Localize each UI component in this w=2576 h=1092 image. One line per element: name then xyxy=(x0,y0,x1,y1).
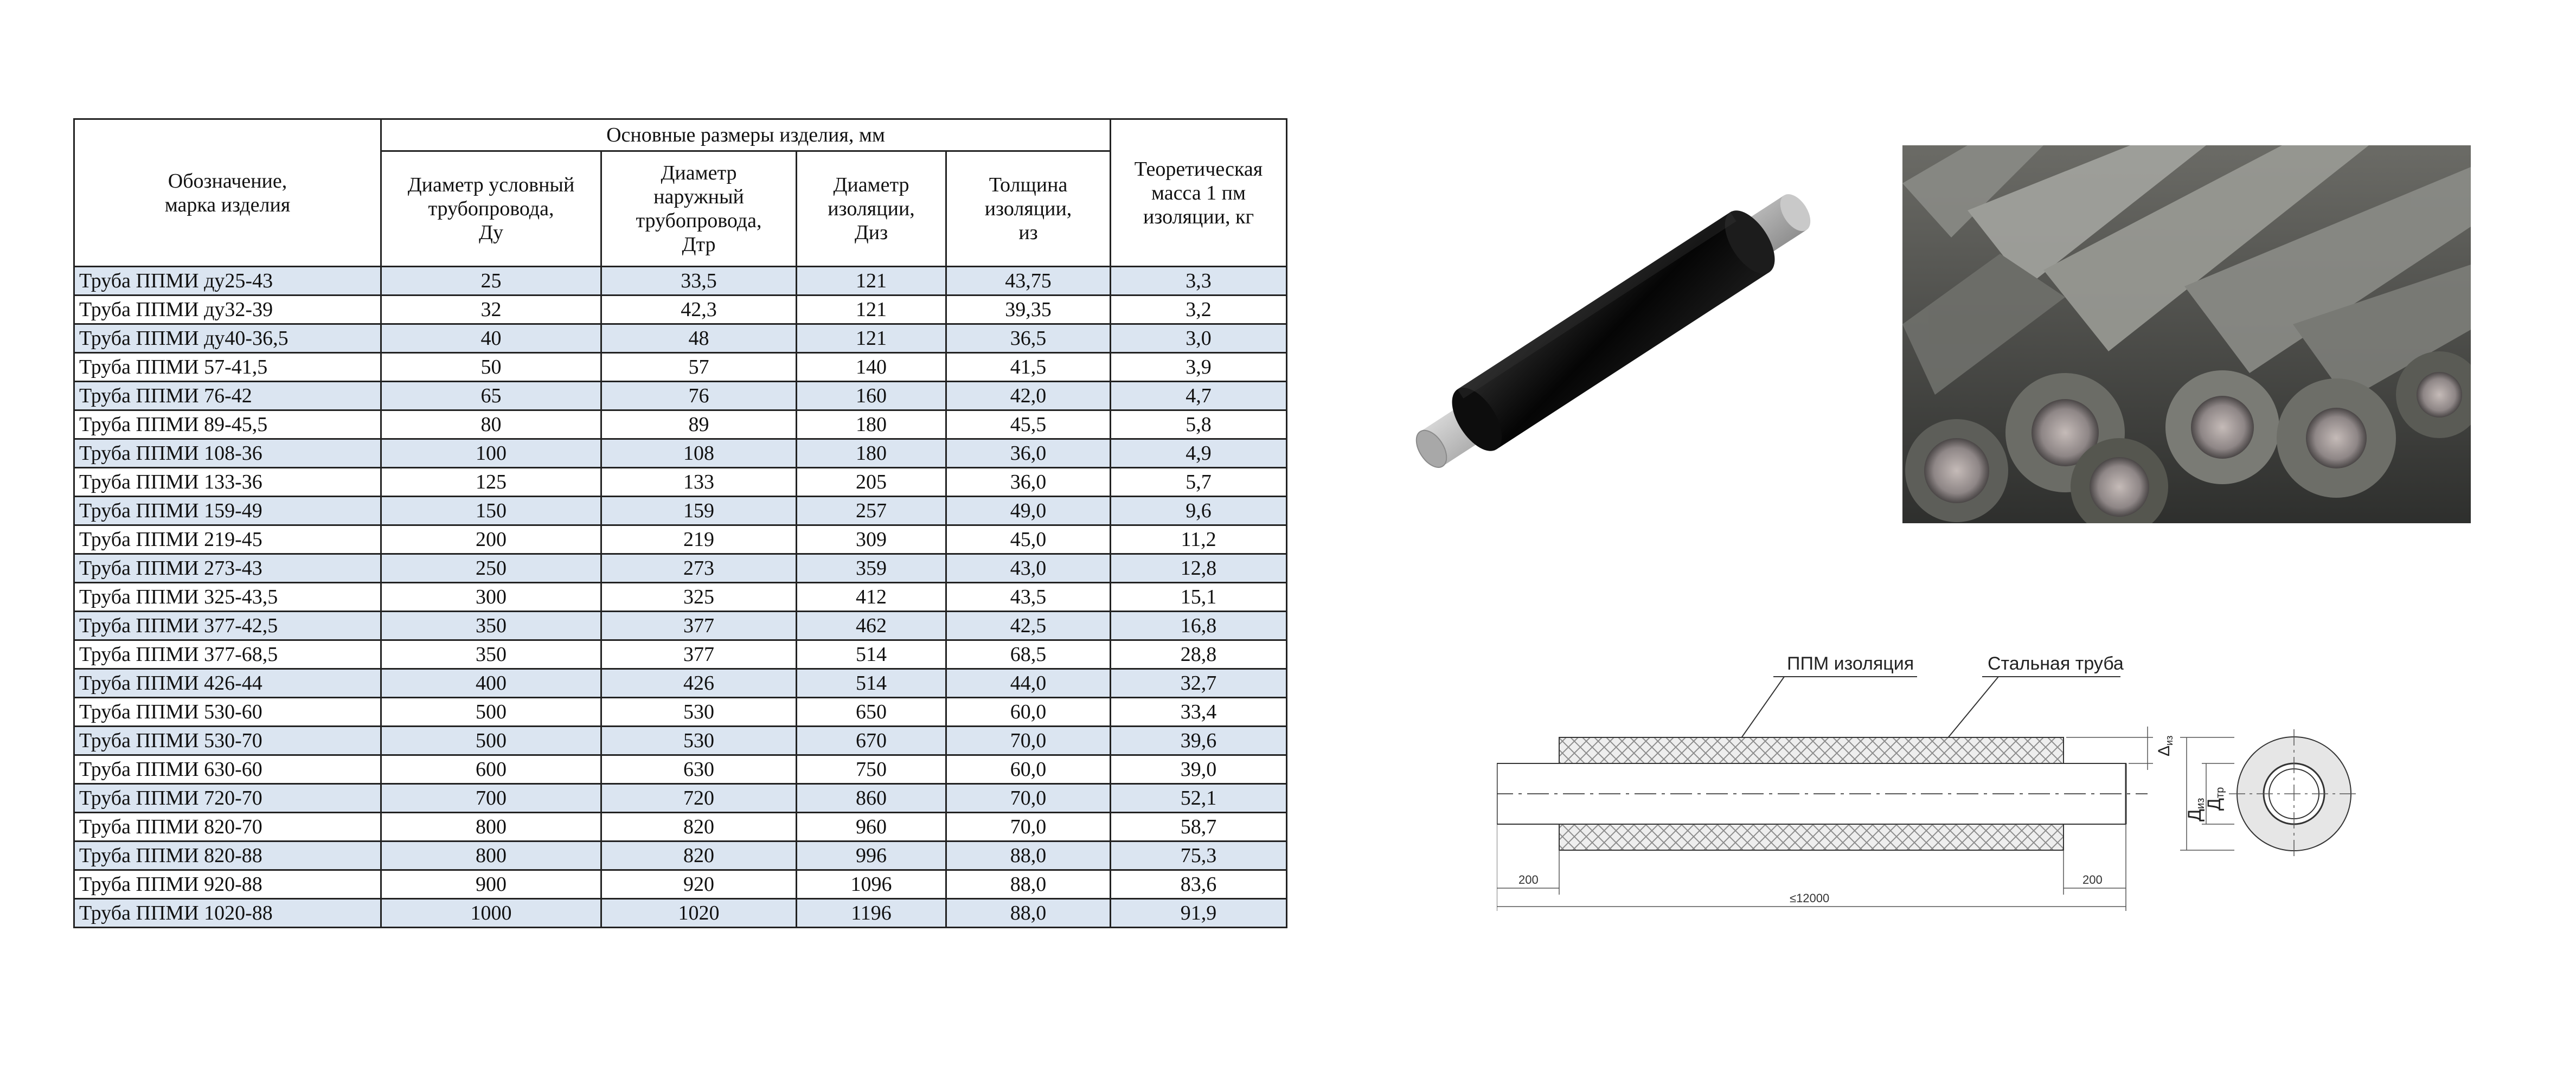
table-row xyxy=(74,870,1287,899)
cell-thickness: 43,75 xyxy=(946,267,1111,296)
cell-mass: 5,7 xyxy=(1111,468,1287,497)
cell-diz: 257 xyxy=(797,497,946,525)
table-row xyxy=(74,784,1287,813)
cell-dtr: 57 xyxy=(601,353,797,382)
dim-left: 200 xyxy=(1518,873,1539,887)
insulation-bottom xyxy=(1559,824,2064,850)
cell-diz: 121 xyxy=(797,267,946,296)
cell-diz: 750 xyxy=(797,755,946,784)
table-row xyxy=(74,813,1287,842)
cell-diz: 514 xyxy=(797,640,946,669)
pipe-technical-drawing xyxy=(1497,640,2419,943)
cell-thickness: 41,5 xyxy=(946,353,1111,382)
cell-du: 600 xyxy=(381,755,601,784)
cell-du: 350 xyxy=(381,612,601,640)
cell-mass: 3,2 xyxy=(1111,296,1287,324)
cell-mass: 15,1 xyxy=(1111,583,1287,612)
cell-diz: 121 xyxy=(797,296,946,324)
cell-du: 50 xyxy=(381,353,601,382)
cell-du: 800 xyxy=(381,842,601,870)
cell-diz: 412 xyxy=(797,583,946,612)
cell-thickness: 88,0 xyxy=(946,899,1111,928)
cell-mass: 58,7 xyxy=(1111,813,1287,842)
cell-designation: Труба ППМИ 426-44 xyxy=(74,669,381,698)
cell-dtr: 820 xyxy=(601,813,797,842)
cell-thickness: 88,0 xyxy=(946,870,1111,899)
svg-text:Дтр: Дтр xyxy=(2204,787,2226,811)
cell-du: 65 xyxy=(381,382,601,410)
table-row xyxy=(74,698,1287,727)
table-row xyxy=(74,669,1287,698)
cell-dtr: 920 xyxy=(601,870,797,899)
cell-thickness: 43,0 xyxy=(946,554,1111,583)
insulated-pipe-render xyxy=(1386,157,1841,504)
cell-designation: Труба ППМИ 273-43 xyxy=(74,554,381,583)
table-row xyxy=(74,640,1287,669)
cell-mass: 39,6 xyxy=(1111,727,1287,755)
cell-dtr: 33,5 xyxy=(601,267,797,296)
cell-diz: 650 xyxy=(797,698,946,727)
insulation-top xyxy=(1559,737,2064,763)
table-row xyxy=(74,353,1287,382)
cell-designation: Труба ППМИ 820-88 xyxy=(74,842,381,870)
cell-thickness: 39,35 xyxy=(946,296,1111,324)
cell-mass: 4,9 xyxy=(1111,439,1287,468)
cell-diz: 860 xyxy=(797,784,946,813)
table-row xyxy=(74,382,1287,410)
cell-designation: Труба ППМИ 820-70 xyxy=(74,813,381,842)
cell-dtr: 133 xyxy=(601,468,797,497)
cell-dtr: 108 xyxy=(601,439,797,468)
cell-mass: 91,9 xyxy=(1111,899,1287,928)
header-main-dimensions: Основные размеры изделия, мм xyxy=(381,119,1111,151)
insulation-shape xyxy=(1457,212,1769,449)
cell-thickness: 42,5 xyxy=(946,612,1111,640)
cell-dtr: 377 xyxy=(601,612,797,640)
cell-thickness: 43,5 xyxy=(946,583,1111,612)
cell-designation: Труба ППМИ 108-36 xyxy=(74,439,381,468)
cell-diz: 121 xyxy=(797,324,946,353)
cell-dtr: 89 xyxy=(601,410,797,439)
cell-mass: 52,1 xyxy=(1111,784,1287,813)
cell-designation: Труба ППМИ 920-88 xyxy=(74,870,381,899)
cell-dtr: 820 xyxy=(601,842,797,870)
cell-thickness: 88,0 xyxy=(946,842,1111,870)
table-row xyxy=(74,439,1287,468)
cell-du: 40 xyxy=(381,324,601,353)
cell-du: 200 xyxy=(381,525,601,554)
cell-du: 25 xyxy=(381,267,601,296)
cell-diz: 1096 xyxy=(797,870,946,899)
cell-diz: 180 xyxy=(797,410,946,439)
cell-mass: 32,7 xyxy=(1111,669,1287,698)
cell-dtr: 48 xyxy=(601,324,797,353)
cell-thickness: 45,5 xyxy=(946,410,1111,439)
cell-designation: Труба ППМИ 720-70 xyxy=(74,784,381,813)
header-dtr: Диаметр наружный трубопровода, Дтр xyxy=(601,151,797,267)
cell-du: 800 xyxy=(381,813,601,842)
cell-mass: 75,3 xyxy=(1111,842,1287,870)
table-row xyxy=(74,755,1287,784)
cell-dtr: 530 xyxy=(601,698,797,727)
cell-designation: Труба ППМИ 219-45 xyxy=(74,525,381,554)
cell-diz: 670 xyxy=(797,727,946,755)
header-thickness: Толщина изоляции, из xyxy=(946,151,1111,267)
cell-dtr: 630 xyxy=(601,755,797,784)
header-du: Диаметр условный трубопровода, Ду xyxy=(381,151,601,267)
cell-designation: Труба ППМИ 530-60 xyxy=(74,698,381,727)
cell-thickness: 70,0 xyxy=(946,813,1111,842)
cell-designation: Труба ППМИ 89-45,5 xyxy=(74,410,381,439)
table-row xyxy=(74,468,1287,497)
dim-total: ≤12000 xyxy=(1790,891,1830,905)
label-insulation: ППМ изоляция xyxy=(1787,653,1914,674)
table-row xyxy=(74,267,1287,296)
cell-du: 500 xyxy=(381,698,601,727)
cell-diz: 1196 xyxy=(797,899,946,928)
cell-thickness: 45,0 xyxy=(946,525,1111,554)
cell-thickness: 49,0 xyxy=(946,497,1111,525)
cell-thickness: 70,0 xyxy=(946,784,1111,813)
cell-diz: 996 xyxy=(797,842,946,870)
cell-thickness: 60,0 xyxy=(946,755,1111,784)
pipe-end-view xyxy=(2229,729,2359,859)
cell-thickness: 60,0 xyxy=(946,698,1111,727)
cell-designation: Труба ППМИ 377-68,5 xyxy=(74,640,381,669)
cell-diz: 359 xyxy=(797,554,946,583)
cell-designation: Труба ППМИ ду25-43 xyxy=(74,267,381,296)
pipe-spec-table xyxy=(73,118,1287,928)
cell-du: 100 xyxy=(381,439,601,468)
cell-mass: 12,8 xyxy=(1111,554,1287,583)
cell-thickness: 70,0 xyxy=(946,727,1111,755)
table-row xyxy=(74,554,1287,583)
cell-mass: 9,6 xyxy=(1111,497,1287,525)
pipes-photo xyxy=(1902,145,2471,523)
table-row xyxy=(74,497,1287,525)
cell-dtr: 720 xyxy=(601,784,797,813)
cell-mass: 33,4 xyxy=(1111,698,1287,727)
cell-du: 250 xyxy=(381,554,601,583)
cell-thickness: 36,0 xyxy=(946,468,1111,497)
cell-dtr: 273 xyxy=(601,554,797,583)
cell-diz: 140 xyxy=(797,353,946,382)
cell-designation: Труба ППМИ 325-43,5 xyxy=(74,583,381,612)
cell-diz: 180 xyxy=(797,439,946,468)
table-row xyxy=(74,324,1287,353)
cell-mass: 28,8 xyxy=(1111,640,1287,669)
cell-du: 700 xyxy=(381,784,601,813)
cell-dtr: 76 xyxy=(601,382,797,410)
cell-dtr: 426 xyxy=(601,669,797,698)
cell-du: 500 xyxy=(381,727,601,755)
cell-dtr: 42,3 xyxy=(601,296,797,324)
cell-mass: 83,6 xyxy=(1111,870,1287,899)
cell-mass: 16,8 xyxy=(1111,612,1287,640)
cell-mass: 4,7 xyxy=(1111,382,1287,410)
cell-du: 400 xyxy=(381,669,601,698)
cell-dtr: 325 xyxy=(601,583,797,612)
table-row xyxy=(74,842,1287,870)
table-row xyxy=(74,583,1287,612)
table-row xyxy=(74,612,1287,640)
cell-mass: 3,3 xyxy=(1111,267,1287,296)
cell-designation: Труба ППМИ 76-42 xyxy=(74,382,381,410)
cell-dtr: 219 xyxy=(601,525,797,554)
cell-designation: Труба ППМИ ду40-36,5 xyxy=(74,324,381,353)
svg-text:Δиз: $\Delta_{из}$ xyxy=(2155,735,2175,756)
table-row xyxy=(74,525,1287,554)
cell-designation: Труба ППМИ 159-49 xyxy=(74,497,381,525)
table-row xyxy=(74,410,1287,439)
header-diz: Диаметр изоляции, Диз xyxy=(797,151,946,267)
header-designation: Обозначение, марка изделия xyxy=(74,119,381,267)
cell-designation: Труба ППМИ 530-70 xyxy=(74,727,381,755)
cell-dtr: 530 xyxy=(601,727,797,755)
cell-thickness: 44,0 xyxy=(946,669,1111,698)
cell-dtr: 159 xyxy=(601,497,797,525)
cell-du: 32 xyxy=(381,296,601,324)
svg-text:Диз: Диз xyxy=(2184,798,2207,821)
cell-dtr: 377 xyxy=(601,640,797,669)
cell-mass: 3,9 xyxy=(1111,353,1287,382)
cell-mass: 5,8 xyxy=(1111,410,1287,439)
cell-thickness: 36,5 xyxy=(946,324,1111,353)
cell-mass: 11,2 xyxy=(1111,525,1287,554)
cell-designation: Труба ППМИ 377-42,5 xyxy=(74,612,381,640)
table-row xyxy=(74,296,1287,324)
label-steel-pipe: Стальная труба xyxy=(1988,653,2124,674)
cell-designation: Труба ППМИ 1020-88 xyxy=(74,899,381,928)
cell-mass: 3,0 xyxy=(1111,324,1287,353)
cell-designation: Труба ППМИ ду32-39 xyxy=(74,296,381,324)
cell-diz: 462 xyxy=(797,612,946,640)
cell-designation: Труба ППМИ 630-60 xyxy=(74,755,381,784)
cell-du: 350 xyxy=(381,640,601,669)
cell-diz: 514 xyxy=(797,669,946,698)
cell-diz: 160 xyxy=(797,382,946,410)
table-row xyxy=(74,899,1287,928)
cell-thickness: 68,5 xyxy=(946,640,1111,669)
cell-diz: 960 xyxy=(797,813,946,842)
cell-designation: Труба ППМИ 133-36 xyxy=(74,468,381,497)
cell-du: 300 xyxy=(381,583,601,612)
cell-dtr: 1020 xyxy=(601,899,797,928)
cell-du: 150 xyxy=(381,497,601,525)
cell-du: 1000 xyxy=(381,899,601,928)
cell-mass: 39,0 xyxy=(1111,755,1287,784)
cell-diz: 205 xyxy=(797,468,946,497)
cell-du: 125 xyxy=(381,468,601,497)
cell-du: 80 xyxy=(381,410,601,439)
cell-thickness: 42,0 xyxy=(946,382,1111,410)
table-row xyxy=(74,727,1287,755)
table-body xyxy=(74,267,1287,928)
cell-thickness: 36,0 xyxy=(946,439,1111,468)
dim-right: 200 xyxy=(2082,873,2103,887)
cell-diz: 309 xyxy=(797,525,946,554)
cell-du: 900 xyxy=(381,870,601,899)
header-mass: Теоретическая масса 1 пм изоляции, кг xyxy=(1111,119,1287,267)
cell-designation: Труба ППМИ 57-41,5 xyxy=(74,353,381,382)
